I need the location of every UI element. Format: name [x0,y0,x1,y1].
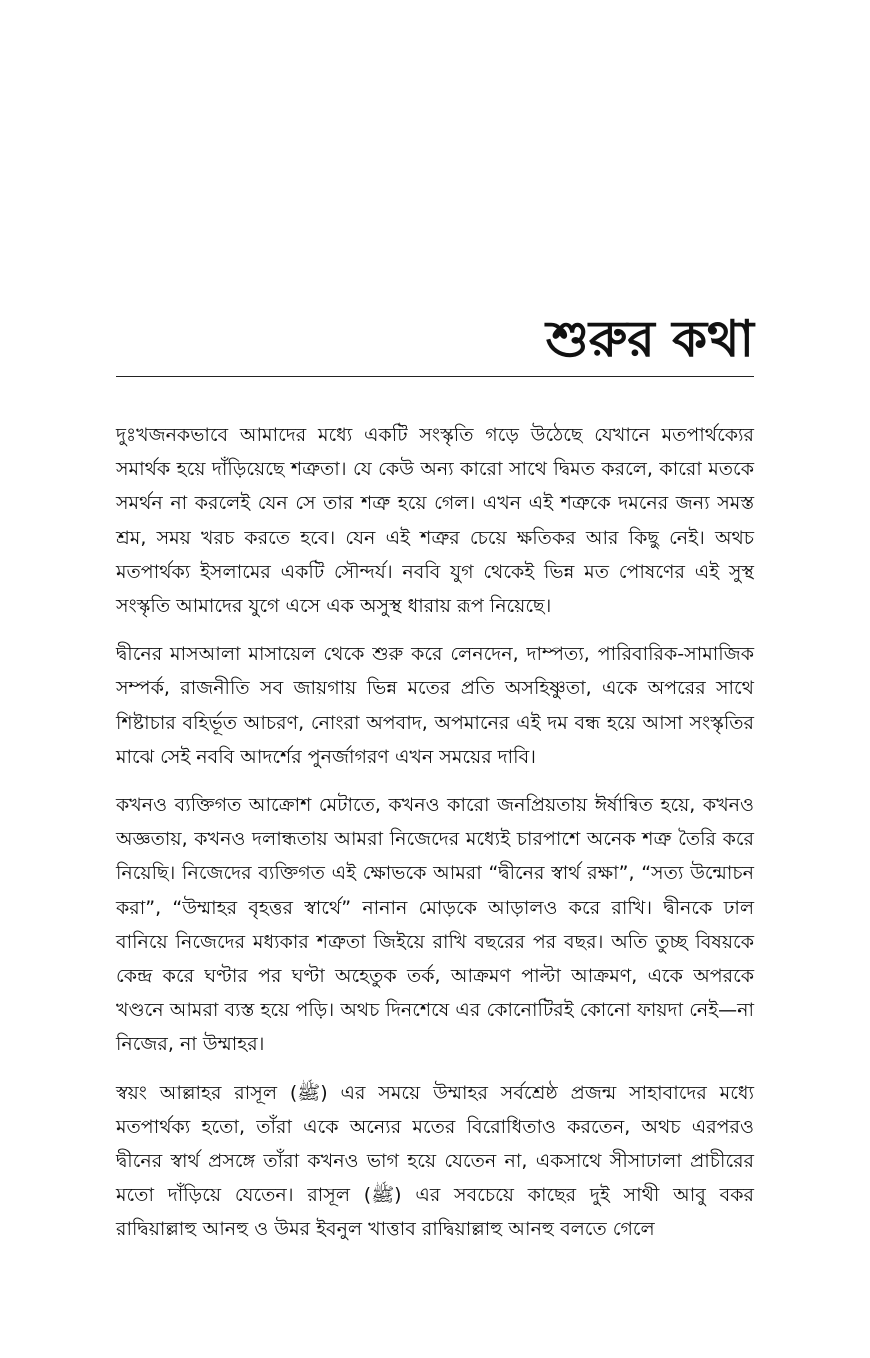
title-divider [116,376,754,377]
chapter-title: শুরুর কথা [545,310,754,368]
paragraph-1: দুঃখজনকভাবে আমাদের মধ্যে একটি সংস্কৃতি গড়ে উঠেছে যেখানে মতপার্থক্যের সমার্থক হয়ে দাঁড়িয়েছে শত্রুতা। যে কেউ অন্য কারো সাথে দ্বিমত করলে, কারো মতকে সমর্থন না করলেই যেন সে তার শত্রু হয়ে গেল। এখন এই শত্রুকে দমনের জন্য সমস্ত শ্রম, সময় খরচ করতে হবে। যেন এই শত্রুর চেয়ে ক্ষতিকর আর কিছু নেই। অথচ মতপার্থক্য ইসলামের একটি সৌন্দর্য। নববি যুগ থেকেই ভিন্ন মত পোষণের এই সুস্থ সংস্কৃতি আমাদের যুগে এসে এক অসুস্থ ধারায় রূপ নিয়েছে। [116,424,754,618]
paragraph-3: কখনও ব্যক্তিগত আক্রোশ মেটাতে, কখনও কারো জনপ্রিয়তায় ঈর্ষান্বিত হয়ে, কখনও অজ্ঞতায়, কখনও দলান্ধতায় আমরা নিজেদের মধ্যেই চারপাশে অনেক শত্রু তৈরি করে নিয়েছি। নিজেদের ব্যক্তিগত এই ক্ষোভকে আমরা “দ্বীনের স্বার্থ রক্ষা”, “সত্য উন্মোচন করা”, “উম্মাহর বৃহত্তর স্বার্থে” নানান মোড়কে আড়ালও করে রাখি। দ্বীনকে ঢাল বানিয়ে নিজেদের মধ্যকার শত্রুতা জিইয়ে রাখি বছরের পর বছর। অতি তুচ্ছ বিষয়কে কেন্দ্র করে ঘণ্টার পর ঘণ্টা অহেতুক তর্ক, আক্রমণ পাল্টা আক্রমণ, একে অপরকে খণ্ডনে আমরা ব্যস্ত হয়ে পড়ি। অথচ দিনশেষে এর কোনোটিরই কোনো ফায়দা নেই—না নিজের, না উম্মাহর। [116,794,754,1056]
paragraph-2: দ্বীনের মাসআলা মাসায়েল থেকে শুরু করে লেনদেন, দাম্পত্য, পারিবারিক-সামাজিক সম্পর্ক, রাজনীতি সব জায়গায় ভিন্ন মতের প্রতি অসহিষ্ণুতা, একে অপরের সাথে শিষ্টাচার বহির্ভূত আচরণ, নোংরা অপবাদ, অপমানের এই দম বন্ধ হয়ে আসা সংস্কৃতির মাঝে সেই নববি আদর্শের পুনর্জাগরণ এখন সময়ের দাবি। [116,643,754,768]
chapter-body [116,418,754,1261]
paragraph-4: স্বয়ং আল্লাহর রাসূল (ﷺ) এর সময়ে উম্মাহর সর্বশ্রেষ্ঠ প্রজন্ম সাহাবাদের মধ্যে মতপার্থক্য হতো, তাঁরা একে অন্যের মতের বিরোধিতাও করতেন, অথচ এরপরও দ্বীনের স্বার্থ প্রসঙ্গে তাঁরা কখনও ভাগ হয়ে যেতেন না, একসাথে সীসাঢালা প্রাচীরের মতো দাঁড়িয়ে যেতেন। রাসূল (ﷺ) এর সবচেয়ে কাছের দুই সাথী আবু বকর রাদ্বিয়াল্লাহু আনহু ও উমর ইবনুল খাত্তাব রাদ্বিয়াল্লাহু আনহু বলতে গেলে [116,1081,754,1241]
